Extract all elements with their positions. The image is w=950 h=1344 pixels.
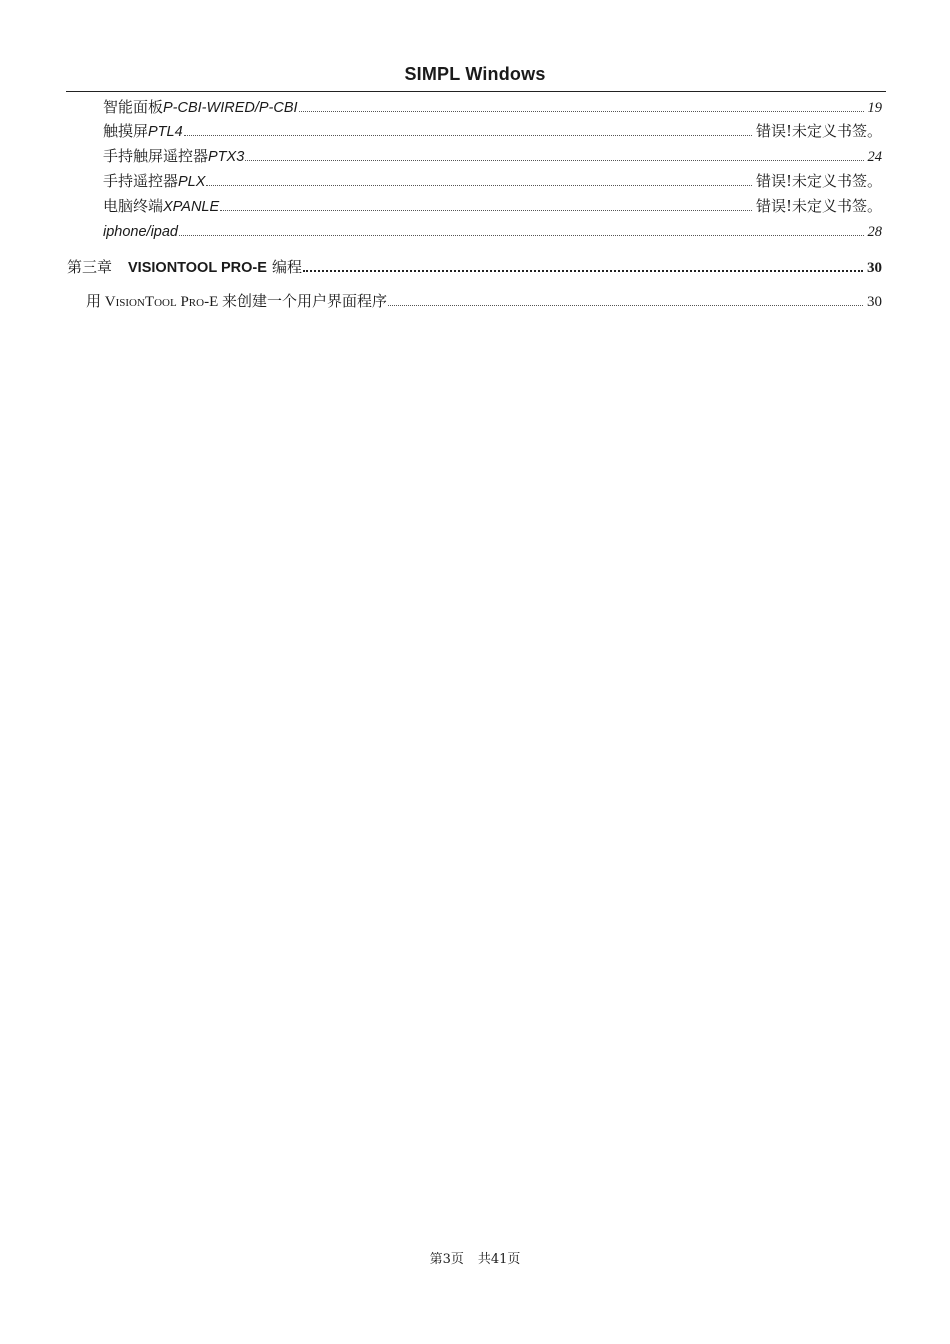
header-rule [66,91,886,92]
section-suffix: 来创建一个用户界面程序 [221,294,387,310]
leader-dots [388,304,863,306]
toc-entry-iphone-ipad[interactable] [103,221,882,243]
toc-entry-page: 19 [867,100,882,116]
leader-dots [303,269,863,272]
chapter-number: 第三章 [67,258,113,276]
toc-entry-page: 24 [867,149,882,165]
page-footer [0,1248,950,1267]
toc-entry-page: 错误!未定义书签。 [755,172,882,190]
toc-entry-p-cbi[interactable] [103,96,882,118]
chapter-page: 30 [867,260,882,276]
toc-entry-cn: 智能面板 [103,98,164,116]
toc-entry-ptx3[interactable] [103,145,882,167]
leader-dots [220,209,752,211]
leader-dots [206,184,752,186]
footer-current-page: 第3页 [429,1252,464,1267]
toc-entry-en: PLX [178,174,206,190]
leader-dots [299,110,864,112]
toc-chapter-3[interactable] [67,256,882,277]
toc-entry-page: 错误!未定义书签。 [755,197,882,215]
leader-dots [184,134,752,136]
toc-entry-plx[interactable] [103,170,882,192]
toc-entry-en: PTL4 [148,124,183,140]
chapter-title-cn: 编程 [271,258,302,276]
section-product-name: VisionTool Pro-E [104,294,219,310]
toc-entry-cn: 手持触屏遥控器 [103,147,209,165]
page-header-title: SIMPL Windows [404,64,546,84]
leader-dots [245,159,863,161]
section-page: 30 [867,294,882,310]
toc-entry-page: 错误!未定义书签。 [755,122,882,140]
toc-entry-cn: 手持遥控器 [103,172,179,190]
toc-entry-cn: 电脑终端 [103,197,164,215]
footer-total-pages: 共41页 [477,1252,521,1267]
toc-entry-ptl4[interactable] [103,120,882,142]
toc-entry-en: iphone/ipad [103,224,178,240]
section-prefix: 用 [86,294,102,310]
toc-entry-en: P-CBI-WIRED/P-CBI [163,100,298,116]
toc-entry-cn: 触摸屏 [103,122,149,140]
chapter-title-en: VISIONTOOL PRO-E [128,260,267,276]
toc-entry-en: XPANLE [163,199,220,215]
toc-entry-page: 28 [867,224,882,240]
toc-section-visiontool[interactable] [86,290,882,311]
leader-dots [179,234,864,236]
toc-entry-en: PTX3 [208,149,245,165]
toc-entry-xpanle[interactable] [103,195,882,217]
